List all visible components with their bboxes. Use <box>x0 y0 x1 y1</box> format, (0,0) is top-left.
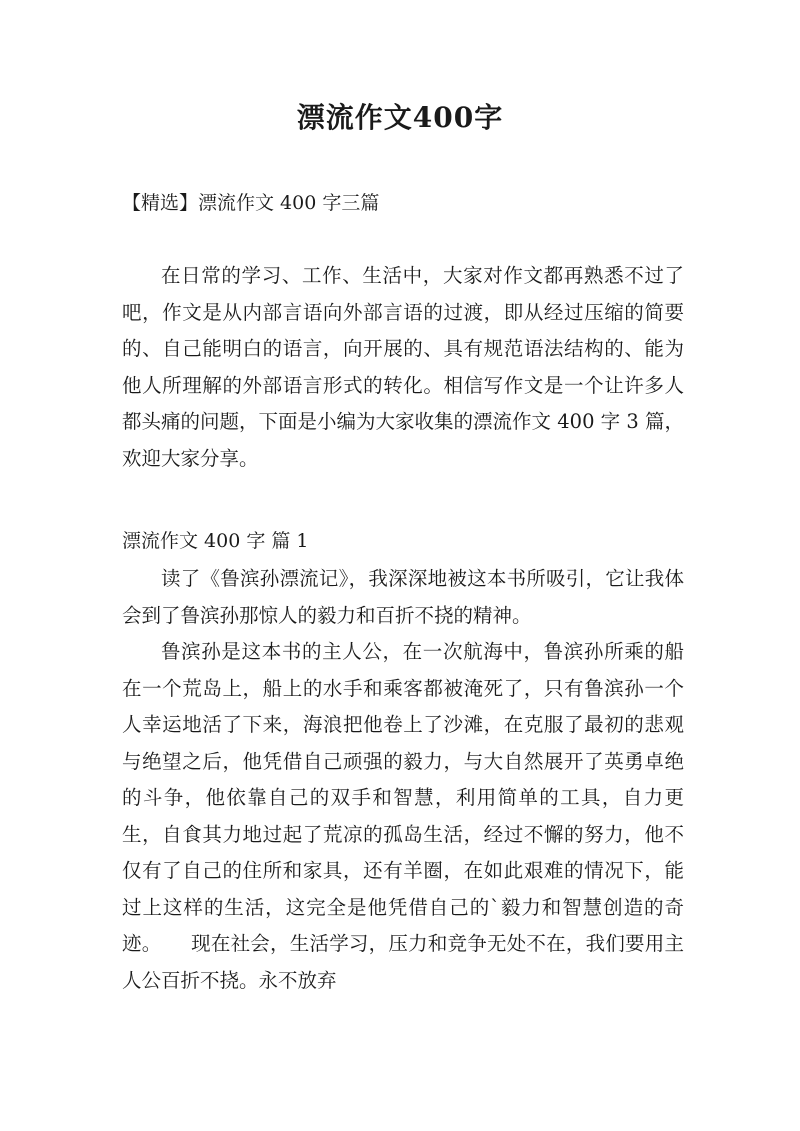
document-subtitle: 【精选】漂流作文 400 字三篇 <box>122 192 380 214</box>
essay-paragraph-1: 读了《鲁滨孙漂流记》，我深深地被这本书所吸引，它让我体会到了鲁滨孙那惊人的毅力和百折不挠的精神。 <box>122 567 684 627</box>
essay-heading: 漂流作文 400 字 篇 1 <box>122 530 309 552</box>
document-title: 漂流作文400字 <box>296 101 504 134</box>
intro-paragraph: 在日常的学习、工作、生活中，大家对作文都再熟悉不过了吧，作文是从内部言语向外部言语的过渡，即从经过压缩的简要的、自己能明白的语言，向开展的、具有规范语法结构的、能为他人所理解的外部语言形式的转化。相信写作文是一个让许多人都头痛的问题，下面是小编为大家收集的漂流作文 400 字 3 篇，欢迎大家分享。 <box>122 264 684 470</box>
essay-paragraph-2: 鲁滨孙是这本书的主人公，在一次航海中，鲁滨孙所乘的船在一个荒岛上，船上的水手和乘客都被淹死了，只有鲁滨孙一个人幸运地活了下来，海浪把他卷上了沙滩，在克服了最初的悲观与绝望之后，他凭借自己顽强的毅力，与大自然展开了英勇卓绝的斗争，他依靠自己的双手和智慧，利用简单的工具，自力更生，自食其力地过起了荒凉的孤岛生活，经过不懈的努力，他不仅有了自己的住所和家具，还有羊圈，在如此艰难的情况下，能过上这样的生活，这完全是他凭借自己的`毅力和智慧创造的奇迹。 现在社会，生活学习，压力和竞争无处不在，我们要用主人公百折不挠。永不放弃 <box>122 640 684 992</box>
